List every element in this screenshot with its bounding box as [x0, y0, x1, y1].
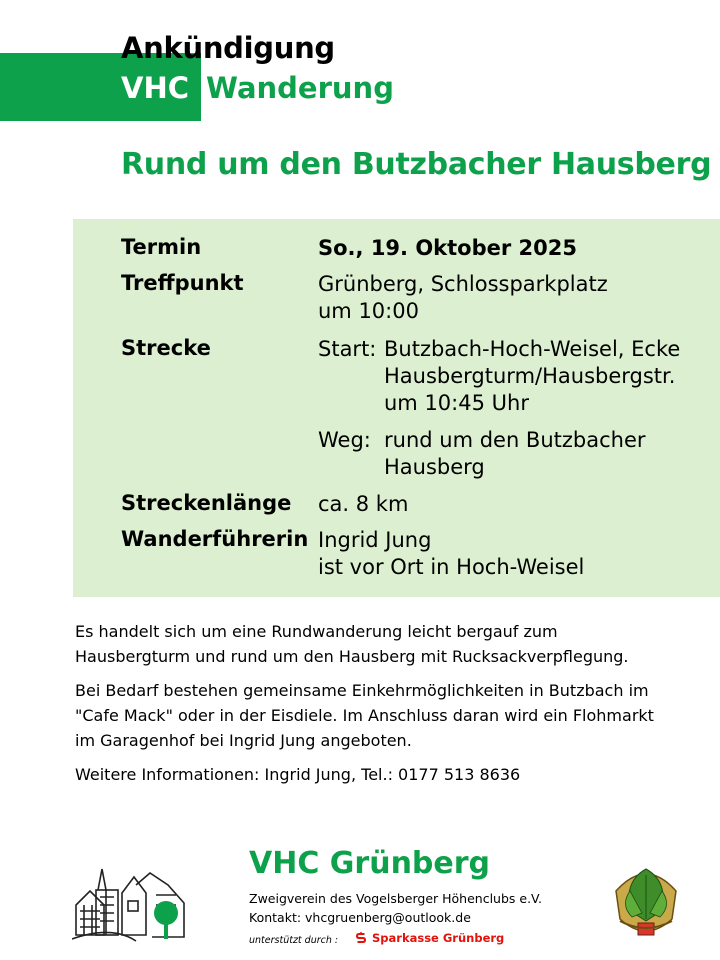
- town-skyline-logo-icon: [72, 855, 190, 945]
- paragraph-2-line3: im Garagenhof bei Ingrid Jung angeboten.: [75, 731, 412, 750]
- footer-kontakt: Kontakt: vhcgruenberg@outlook.de: [249, 910, 471, 925]
- weg-line1: rund um den Butzbacher: [384, 428, 646, 452]
- start-line3: um 10:45 Uhr: [384, 391, 529, 415]
- termin-label: Termin: [121, 235, 202, 259]
- header-wanderung: Wanderung: [206, 71, 394, 105]
- footer-zweigverein: Zweigverein des Vogelsberger Höhenclubs e.V.: [249, 891, 542, 906]
- weg-line2: Hausberg: [384, 455, 485, 479]
- paragraph-2-line1: Bei Bedarf bestehen gemeinsame Einkehrmöglichkeiten in Butzbach im: [75, 681, 649, 700]
- page-title: Rund um den Butzbacher Hausberg: [121, 147, 712, 182]
- wanderfuehrerin-line2: ist vor Ort in Hoch-Weisel: [318, 555, 585, 579]
- treffpunkt-line1: Grünberg, Schlossparkplatz: [318, 272, 608, 296]
- strecke-label: Strecke: [121, 336, 211, 360]
- start-prefix: Start:: [318, 337, 377, 361]
- paragraph-1-line1: Es handelt sich um eine Rundwanderung leicht bergauf zum: [75, 622, 558, 641]
- sparkasse-logo: [356, 931, 504, 945]
- contact-info: Weitere Informationen: Ingrid Jung, Tel.: 0177 513 8636: [75, 765, 521, 784]
- wanderfuehrerin-label: Wanderführerin: [121, 527, 309, 551]
- header-ankuendigung: Ankündigung: [121, 31, 335, 65]
- footer-subtitle: [249, 889, 542, 927]
- sparkasse-name: Sparkasse Grünberg: [372, 931, 505, 945]
- wanderfuehrerin-line1: Ingrid Jung: [318, 528, 432, 552]
- start-line2: Hausbergturm/Hausbergstr.: [384, 364, 676, 388]
- paragraph-1-line2: Hausbergturm und rund um den Hausberg mit Rucksackverpflegung.: [75, 647, 629, 666]
- sparkasse-logo-icon: [356, 932, 366, 944]
- treffpunkt-label: Treffpunkt: [121, 271, 244, 295]
- streckenlaenge-value: ca. 8 km: [318, 492, 409, 516]
- termin-value: So., 19. Oktober 2025: [318, 236, 578, 260]
- paragraph-2-line2: "Cafe Mack" oder in der Eisdiele. Im Anschluss daran wird ein Flohmarkt: [75, 706, 654, 725]
- header-vhc: VHC: [121, 71, 189, 105]
- footer-club-name: VHC Grünberg: [249, 846, 491, 881]
- vhc-emblem-icon: [612, 861, 680, 941]
- footer-support-label: unterstützt durch :: [249, 935, 339, 946]
- start-line1: Butzbach-Hoch-Weisel, Ecke: [384, 337, 681, 361]
- streckenlaenge-label: Streckenlänge: [121, 491, 292, 515]
- treffpunkt-line2: um 10:00: [318, 299, 419, 323]
- weg-prefix: Weg:: [318, 428, 371, 452]
